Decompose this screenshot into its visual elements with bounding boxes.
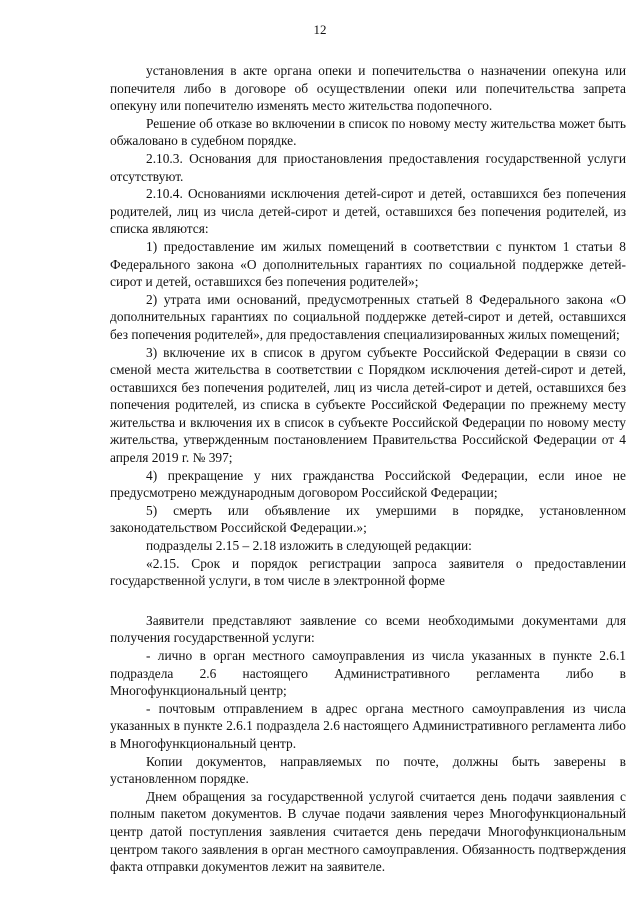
list-item: 4) прекращение у них гражданства Российской Федерации, если иное не предусмотрено международным договором Российской Федерации; bbox=[110, 467, 626, 501]
list-item: - лично в орган местного самоуправления из числа указанных в пункте 2.6.1 подраздела 2.6 настоящего Административного регламента либо в Многофункциональный центр; bbox=[110, 648, 626, 699]
paragraph: Копии документов, направляемых по почте, должны быть заверены в установленном порядке. bbox=[110, 753, 626, 787]
page-number: 12 bbox=[313, 22, 327, 37]
list-item: 1) предоставление им жилых помещений в соответствии с пунктом 1 статьи 8 Федерального закона «О дополнительных гарантиях по социальной поддержке детей-сирот и детей, оставшихся без попечения родителей»; bbox=[110, 238, 626, 290]
paragraph: установления в акте органа опеки и попечительства о назначении опекуна или попечителя либо в договоре об осуществлении опеки или попечительства запрета опекуну или попечителю изменять место жительства подопечного. bbox=[110, 63, 626, 114]
paragraph: подразделы 2.15 – 2.18 изложить в следующей редакции: bbox=[146, 538, 472, 554]
paragraph: Решение об отказе во включении в список по новому месту жительства может быть обжаловано в судебном порядке. bbox=[110, 115, 626, 149]
list-item: 3) включение их в список в другом субъекте Российской Федерации в связи со сменой места жительства в соответствии с Порядком исключения детей-сирот и детей, оставшихся без попечения родителей, лиц из числа детей-сирот и детей, оставшихся без попечения родителей, из списка в субъекте Российской Федерации по прежнему месту жительства и включения их в список в субъекте Российской Федерации по новому месту жительства, утвержденным постановлением Правительства Российской Федерации от 4 апреля 2019 г. № 397; bbox=[110, 344, 626, 466]
section-spacer bbox=[110, 590, 626, 612]
paragraph: 2.10.4. Основаниями исключения детей-сирот и детей, оставшихся без попечения родителей, лиц из числа детей-сирот и детей, оставшихся без попечения родителей, из списка являются: bbox=[110, 186, 626, 237]
document-body bbox=[110, 62, 626, 876]
paragraph: Днем обращения за государственной услугой считается день подачи заявления с полным пакетом документов. В случае подачи заявления через Многофункциональный центр датой поступления заявления считается день передачи Многофункциональным центром такого заявления в орган местного самоуправления. Обязанность подтверждения факта отправки документов лежит на заявителе. bbox=[110, 788, 626, 875]
list-item: 2) утрата ими оснований, предусмотренных статьей 8 Федерального закона «О дополнительных гарантиях по социальной поддержке детей-сирот и детей, оставшихся без попечения родителей», для предоставления специализированных жилых помещений; bbox=[110, 291, 626, 342]
paragraph: Заявители представляют заявление со всеми необходимыми документами для получения государственной услуги: bbox=[110, 612, 626, 646]
list-item: 5) смерть или объявление их умершими в порядке, установленном законодательством Российской Федерации.»; bbox=[110, 502, 626, 536]
list-item: - почтовым отправлением в адрес органа местного самоуправления из числа указанных в пункте 2.6.1 подраздела 2.6 настоящего Административного регламента либо в Многофункциональный центр. bbox=[110, 700, 626, 751]
section-heading: «2.15. Срок и порядок регистрации запроса заявителя о предоставлении государственной услуги, в том числе в электронной форме bbox=[110, 555, 626, 589]
paragraph: 2.10.3. Основания для приостановления предоставления государственной услуги отсутствуют. bbox=[110, 150, 626, 184]
